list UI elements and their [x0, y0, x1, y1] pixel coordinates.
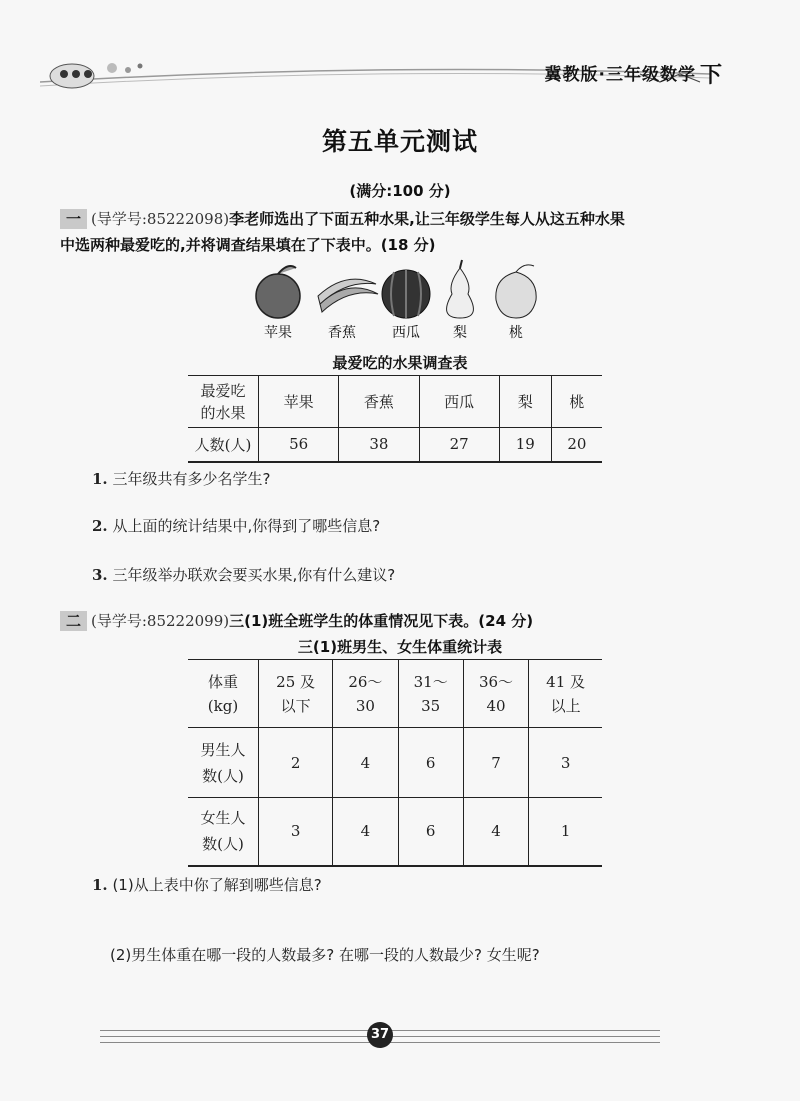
table-row — [188, 798, 602, 866]
fruit-label-banana: 香蕉 — [328, 325, 356, 341]
fruit-label-watermelon: 西瓜 — [392, 325, 420, 341]
table-cell: 4 — [333, 728, 398, 798]
table-header-cell: 体重 (kg) — [188, 660, 259, 728]
question-2-1a: 1. (1)从上表中你了解到哪些信息? — [92, 876, 322, 894]
fruit-survey-table — [188, 375, 602, 463]
table-header-cell: 西瓜 — [419, 376, 499, 428]
table-cell: 27 — [419, 428, 499, 462]
fruit-illustrations — [248, 258, 548, 348]
table-header-cell: 苹果 — [259, 376, 339, 428]
fruit-label-apple: 苹果 — [264, 325, 292, 341]
kids-logo-icon — [42, 48, 152, 98]
table-header-cell: 最爱吃 的水果 — [188, 376, 259, 428]
pear-icon — [447, 260, 474, 318]
question-1: 1. 三年级共有多少名学生? — [92, 470, 271, 488]
table-cell: 1 — [529, 798, 602, 866]
section-2-intro — [60, 610, 533, 631]
weight-table-caption: 三(1)班男生、女生体重统计表 — [297, 638, 503, 656]
weight-stat-table — [188, 659, 602, 867]
table-row-label: 女生人 数(人) — [188, 798, 259, 866]
table-header-cell: 36～ 40 — [463, 660, 528, 728]
full-score: (满分:100 分) — [349, 182, 451, 200]
apple-icon — [256, 266, 300, 318]
table-row-label: 男生人 数(人) — [188, 728, 259, 798]
section-1-label: 一 — [60, 209, 87, 229]
fruit-label-peach: 桃 — [509, 325, 523, 341]
table-header-cell: 41 及 以上 — [529, 660, 602, 728]
table-cell: 4 — [333, 798, 398, 866]
fruit-label-pear: 梨 — [453, 325, 467, 341]
page-number: 37 — [367, 1022, 393, 1048]
table-row — [188, 660, 602, 728]
section-1-text-line2: 中选两种最爱吃的,并将调查结果填在了下表中。(18 分) — [60, 236, 436, 254]
table-row — [188, 428, 602, 462]
table-header-cell: 26～ 30 — [333, 660, 398, 728]
table-cell: 2 — [259, 728, 333, 798]
section-1-text-line1: 李老师选出了下面五种水果,让三年级学生每人从这五种水果 — [229, 210, 625, 228]
question-2: 2. 从上面的统计结果中,你得到了哪些信息? — [92, 517, 381, 535]
table-header-cell: 桃 — [551, 376, 602, 428]
table-cell: 56 — [259, 428, 339, 462]
section-2-guide-number: (导学号:85222099) — [91, 612, 230, 630]
section-1-intro — [60, 206, 750, 258]
table-header-cell: 香蕉 — [339, 376, 419, 428]
section-2-label: 二 — [60, 611, 87, 631]
table-cell: 19 — [499, 428, 551, 462]
table-cell: 20 — [551, 428, 602, 462]
table-cell: 6 — [398, 728, 463, 798]
table-row-label: 人数(人) — [188, 428, 259, 462]
section-1-guide-number: (导学号:85222098) — [91, 210, 230, 228]
section-2-text: 三(1)班全班学生的体重情况见下表。(24 分) — [229, 612, 534, 630]
watermelon-icon — [382, 270, 430, 318]
table-cell: 6 — [398, 798, 463, 866]
question-2-1b: (2)男生体重在哪一段的人数最多? 在哪一段的人数最少? 女生呢? — [110, 946, 540, 964]
table-cell: 3 — [259, 798, 333, 866]
banana-icon — [318, 279, 378, 312]
header-series-title: 冀教版·三年级数学 — [544, 65, 696, 85]
table-header-cell: 31～ 35 — [398, 660, 463, 728]
table-cell: 7 — [463, 728, 528, 798]
table-header-cell: 梨 — [499, 376, 551, 428]
page-title: 第五单元测试 — [321, 127, 478, 156]
fruit-table-caption: 最爱吃的水果调查表 — [332, 354, 468, 372]
peach-icon — [496, 265, 536, 318]
question-3: 3. 三年级举办联欢会要买水果,你有什么建议? — [92, 566, 396, 584]
table-cell: 3 — [529, 728, 602, 798]
header-volume-badge: 下 — [699, 63, 722, 88]
table-cell: 38 — [339, 428, 419, 462]
table-cell: 4 — [463, 798, 528, 866]
table-row — [188, 376, 602, 428]
table-row — [188, 728, 602, 798]
table-header-cell: 25 及 以下 — [259, 660, 333, 728]
